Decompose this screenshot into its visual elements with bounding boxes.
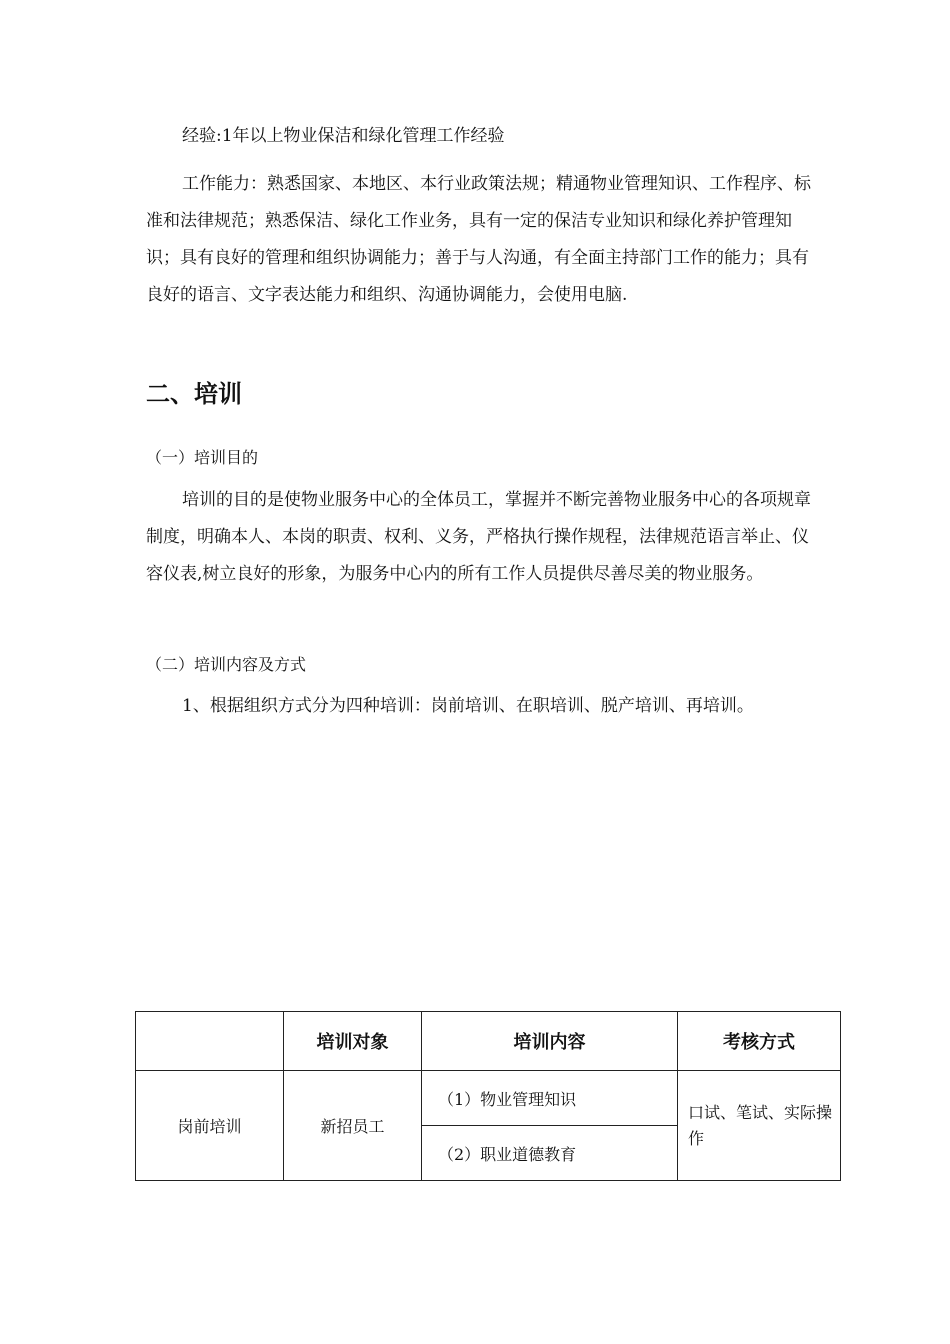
table-header-row <box>136 1012 841 1071</box>
table-header-content: 培训内容 <box>422 1012 678 1071</box>
table-header-target: 培训对象 <box>284 1012 422 1071</box>
experience-paragraph: 经验:1年以上物业保洁和绿化管理工作经验 <box>182 126 505 146</box>
purpose-heading: （一）培训目的 <box>146 448 259 467</box>
purpose-paragraph: 培训的目的是使物业服务中心的全体员工，掌握并不断完善物业服务中心的各项规章制度，明确本人、本岗的职责、权利、义务，严格执行操作规程，法律规范语言举止、仪容仪表,树立良好的形象，为服务中心内的所有工作人员提供尽善尽美的物业服务。 <box>146 490 811 584</box>
training-type-cell: 岗前培训 <box>136 1071 284 1181</box>
table-header-assessment: 考核方式 <box>678 1012 841 1071</box>
table-row <box>136 1071 841 1126</box>
content-item-1: 1、根据组织方式分为四种培训：岗前培训、在职培训、脱产培训、再培训。 <box>182 696 754 716</box>
training-table <box>135 1011 841 1181</box>
training-content-item-1: （1）物业管理知识 <box>422 1071 678 1126</box>
ability-paragraph: 工作能力：熟悉国家、本地区、本行业政策法规；精通物业管理知识、工作程序、标准和法律规范；熟悉保洁、绿化工作业务，具有一定的保洁专业知识和绿化养护管理知识；具有良好的管理和组织协调能力；善于与人沟通，有全面主持部门工作的能力；具有良好的语言、文字表达能力和组织、沟通协调能力，会使用电脑. <box>146 174 811 305</box>
section-title: 二、培训 <box>146 380 242 408</box>
assessment-cell: 口试、笔试、实际操作 <box>678 1071 841 1181</box>
training-content-item-2: （2）职业道德教育 <box>422 1126 678 1181</box>
training-target-cell: 新招员工 <box>284 1071 422 1181</box>
table-header-blank <box>136 1012 284 1071</box>
content-heading: （二）培训内容及方式 <box>146 655 307 674</box>
